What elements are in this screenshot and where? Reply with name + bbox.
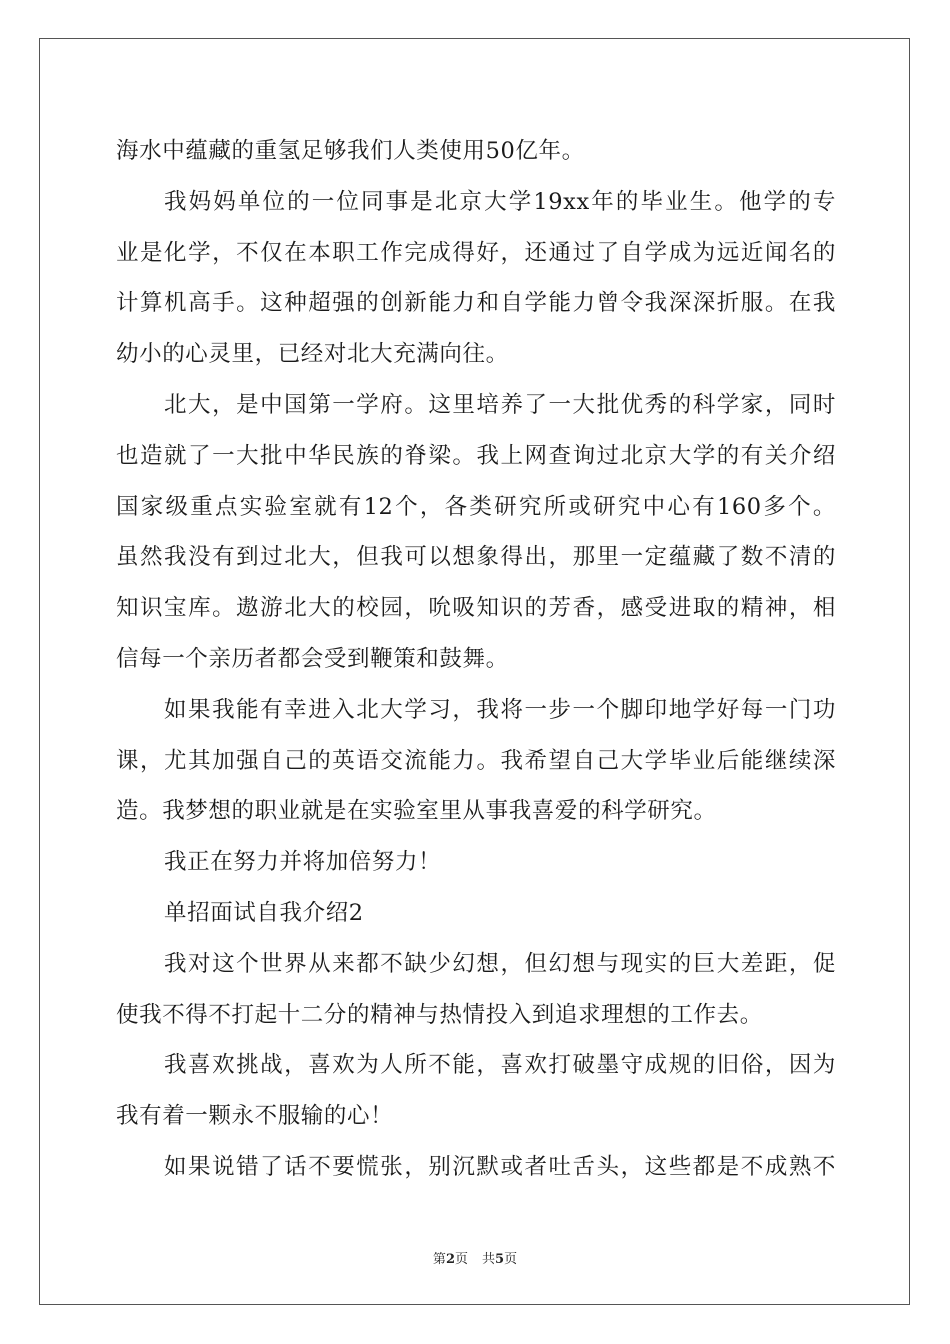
text-line: 业是化学，不仅在本职工作完成得好，还通过了自学成为远近闻名的 (116, 239, 836, 266)
text-line: 也造就了一大批中华民族的脊梁。我上网查询过北京大学的有关介绍 (116, 442, 836, 469)
text-line: 信每一个亲历者都会受到鞭策和鼓舞。 (116, 645, 509, 672)
page-footer (0, 1248, 950, 1267)
page-number: 2 (445, 1252, 455, 1267)
text-line: 如果我能有幸进入北大学习，我将一步一个脚印地学好每一门功 (164, 696, 836, 723)
text-line: 我喜欢挑战，喜欢为人所不能，喜欢打破墨守成规的旧俗，因为 (164, 1052, 836, 1079)
page-suffix: 页 (454, 1252, 468, 1267)
text-line: 计算机高手。这种超强的创新能力和自学能力曾令我深深折服。在我 (116, 290, 836, 317)
text-line: 如果说错了话不要慌张，别沉默或者吐舌头，这些都是不成熟不 (164, 1153, 836, 1180)
text-line: 我正在努力并将加倍努力！ (164, 849, 442, 876)
total-prefix: 共 (482, 1252, 496, 1267)
text-line: 使我不得不打起十二分的精神与热情投入到追求理想的工作去。 (116, 1001, 763, 1028)
document-body (116, 126, 836, 1193)
page-prefix: 第 (432, 1252, 446, 1267)
text-line: 海水中蕴藏的重氢足够我们人类使用50亿年。 (116, 138, 585, 164)
text-line: 课，尤其加强自己的英语交流能力。我希望自己大学毕业后能继续深 (116, 747, 836, 774)
text-line: 造。我梦想的职业就是在实验室里从事我喜爱的科学研究。 (116, 798, 717, 825)
text-line: 我对这个世界从来都不缺少幻想，但幻想与现实的巨大差距，促 (164, 950, 836, 977)
text-line: 我妈妈单位的一位同事是北京大学19xx年的毕业生。他学的专 (164, 188, 836, 215)
text-line: 知识宝库。遨游北大的校园，吮吸知识的芳香，感受进取的精神，相 (116, 595, 836, 622)
text-line: 虽然我没有到过北大，但我可以想象得出，那里一定蕴藏了数不清的 (116, 544, 836, 571)
total-pages: 5 (495, 1252, 505, 1267)
text-line: 北大，是中国第一学府。这里培养了一大批优秀的科学家，同时 (164, 391, 836, 418)
text-line: 国家级重点实验室就有12个，各类研究所或研究中心有160多个。 (116, 493, 836, 520)
text-line: 我有着一颗永不服输的心！ (116, 1103, 394, 1130)
section-heading: 单招面试自我介绍2 (164, 899, 364, 926)
text-line: 幼小的心灵里，已经对北大充满向往。 (116, 341, 509, 368)
total-suffix: 页 (504, 1252, 518, 1267)
